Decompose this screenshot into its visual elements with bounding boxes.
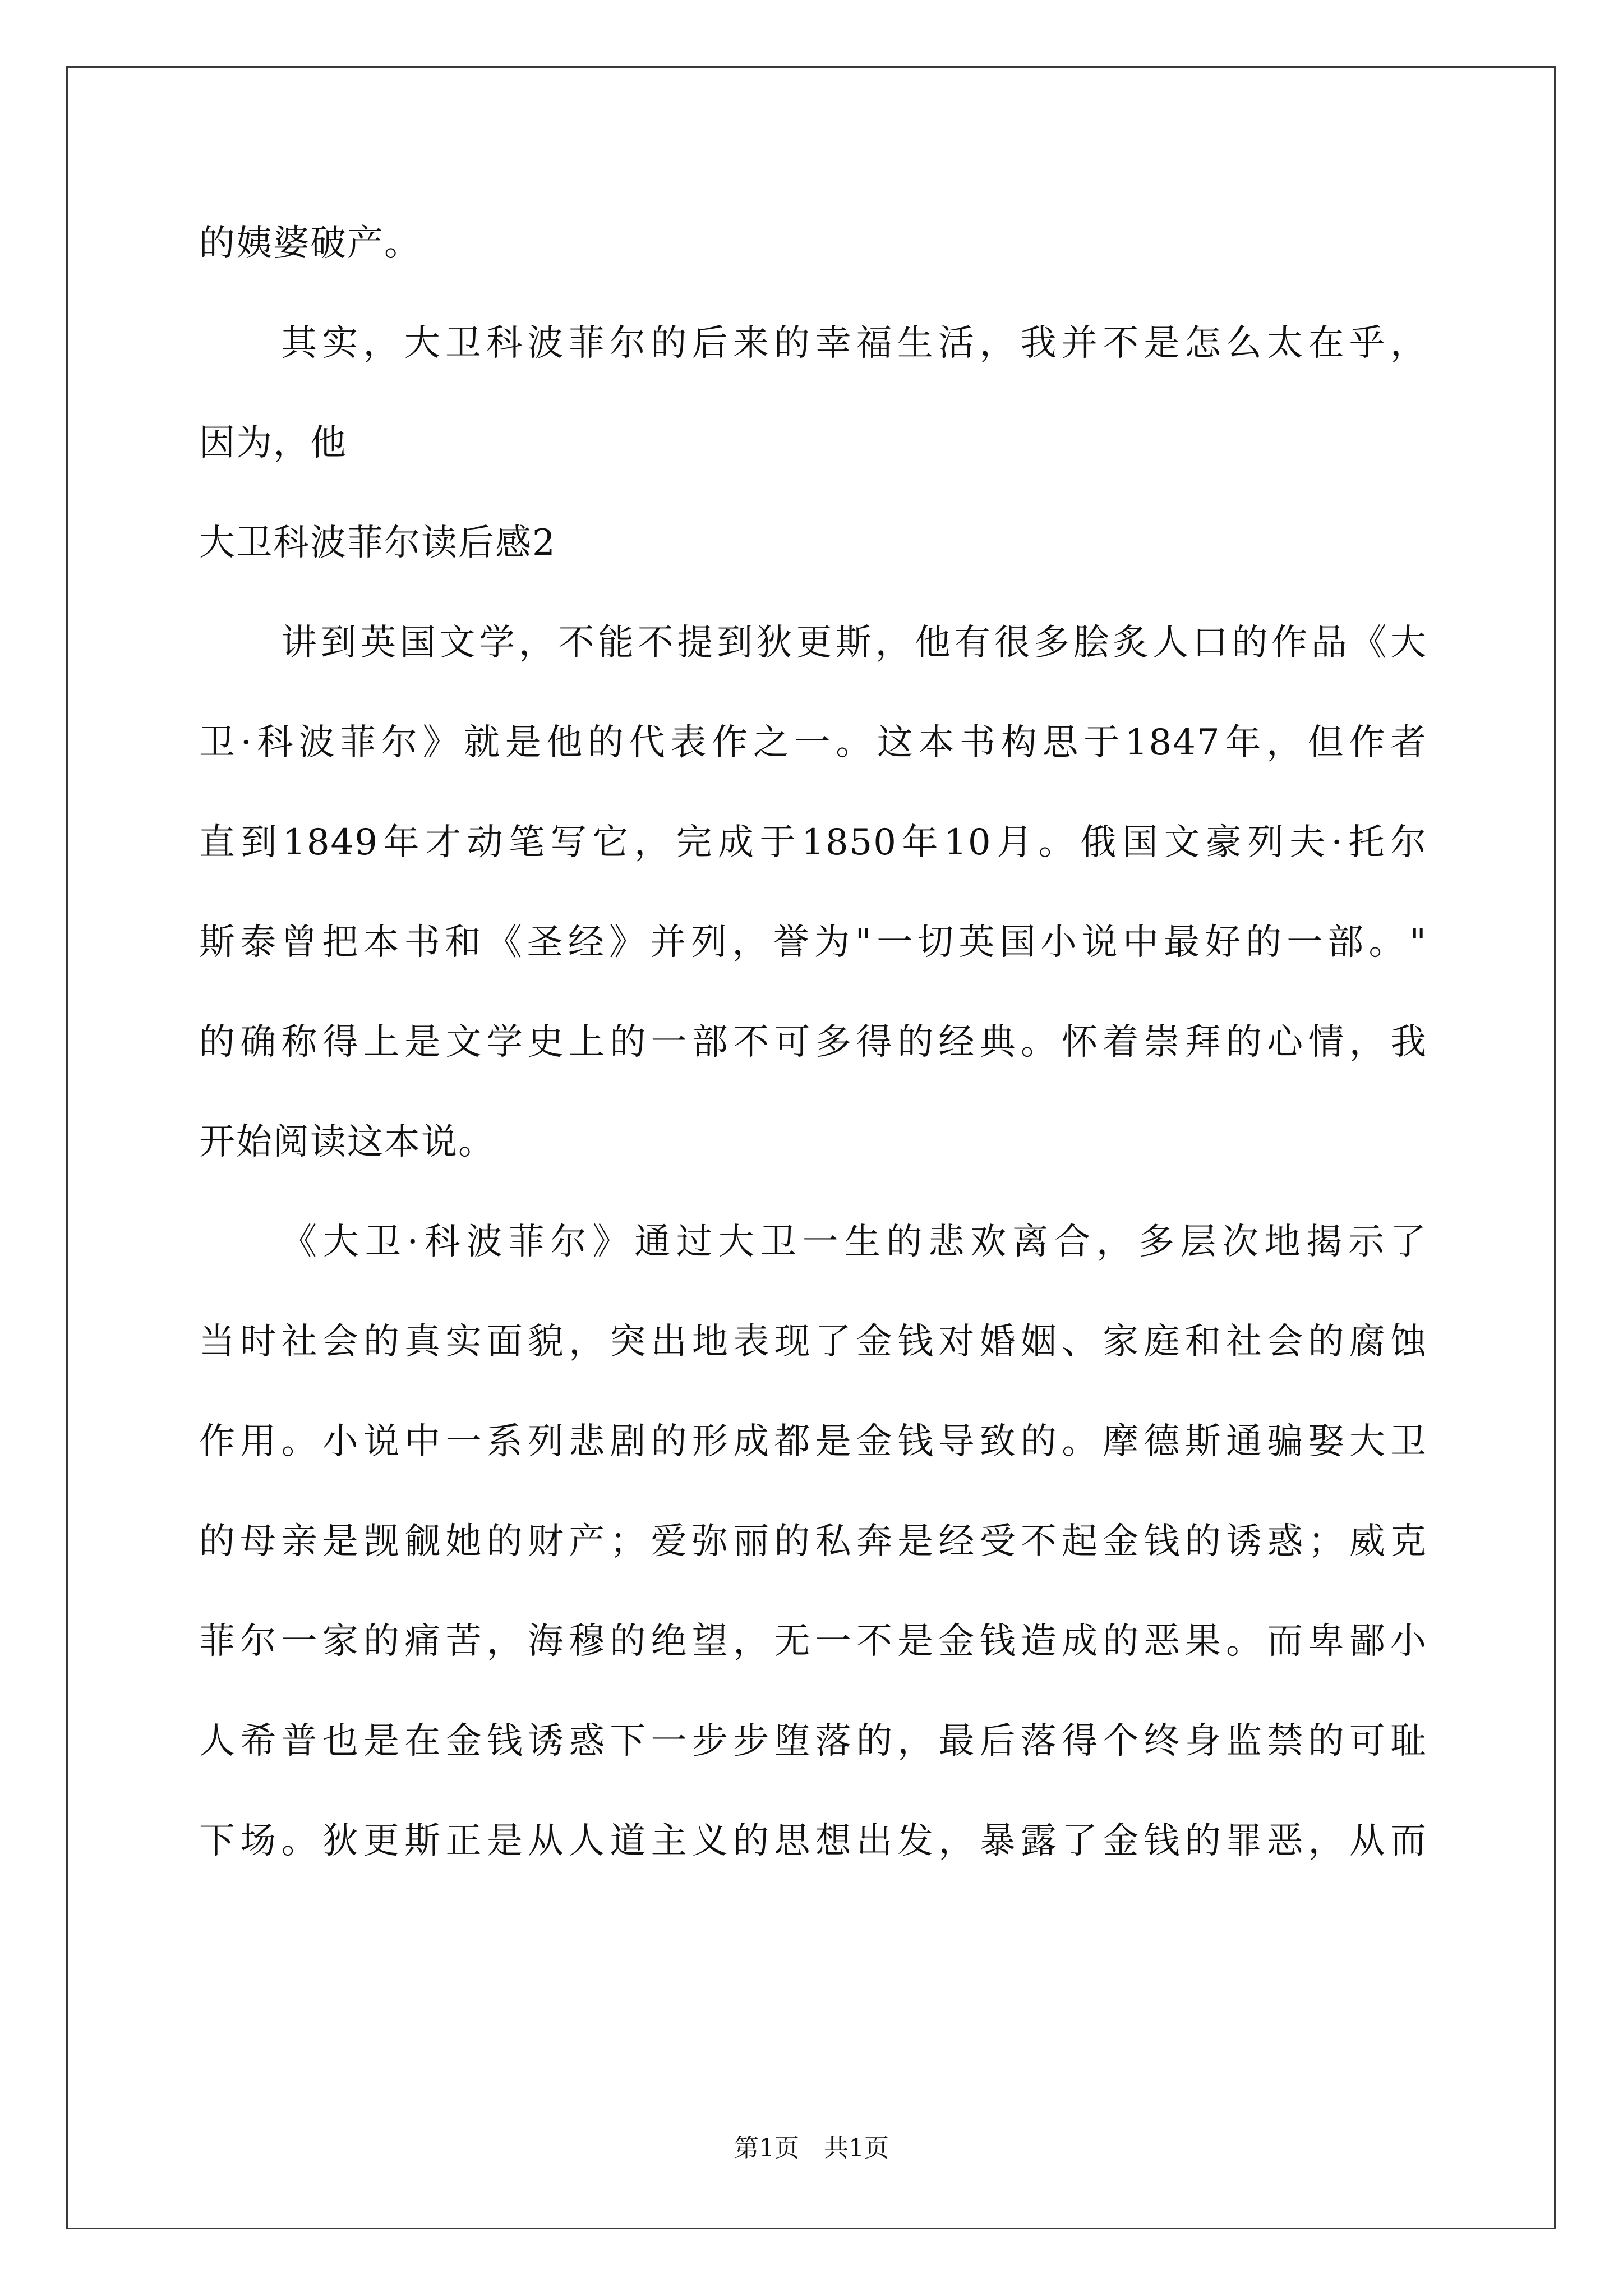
text-line: 开始阅读这本说。 — [199, 1121, 495, 1163]
text-line: 讲到英国文学，不能不提到狄更斯，他有很多脍炙人口的作品《大 — [281, 622, 1427, 664]
text-line: 的母亲是觊觎她的财产；爱弥丽的私奔是经受不起金钱的诱惑；威克 — [199, 1521, 1427, 1562]
text-line: 的确称得上是文学史上的一部不可多得的经典。怀着崇拜的心情，我 — [199, 1022, 1427, 1063]
text-line: 的姨婆破产。 — [199, 223, 421, 264]
page-footer: 第1页 共1页 — [734, 2134, 889, 2162]
text-line: 卫·科波菲尔》就是他的代表作之一。这本书构思于1847年，但作者 — [199, 722, 1427, 763]
text-line: 其实，大卫科波菲尔的后来的幸福生活，我并不是怎么太在乎， — [281, 323, 1427, 364]
text-line: 斯泰曾把本书和《圣经》并列，誉为"一切英国小说中最好的一部。" — [199, 922, 1427, 963]
text-line: 当时社会的真实面貌，突出地表现了金钱对婚姻、家庭和社会的腐蚀 — [199, 1321, 1427, 1363]
section-heading: 大卫科波菲尔读后感2 — [199, 522, 556, 564]
text-line: 下场。狄更斯正是从人道主义的思想出发，暴露了金钱的罪恶，从而 — [199, 1820, 1427, 1862]
text-line: 菲尔一家的痛苦，海穆的绝望，无一不是金钱造成的恶果。而卑鄙小 — [199, 1621, 1427, 1662]
text-line: 作用。小说中一系列悲剧的形成都是金钱导致的。摩德斯通骗娶大卫 — [199, 1421, 1427, 1462]
text-line: 因为，他 — [199, 422, 347, 464]
text-line: 《大卫·科波菲尔》通过大卫一生的悲欢离合，多层次地揭示了 — [281, 1221, 1427, 1263]
text-line: 人希普也是在金钱诱惑下一步步堕落的，最后落得个终身监禁的可耻 — [199, 1720, 1427, 1762]
text-line: 直到1849年才动笔写它，完成于1850年10月。俄国文豪列夫·托尔 — [199, 822, 1427, 863]
